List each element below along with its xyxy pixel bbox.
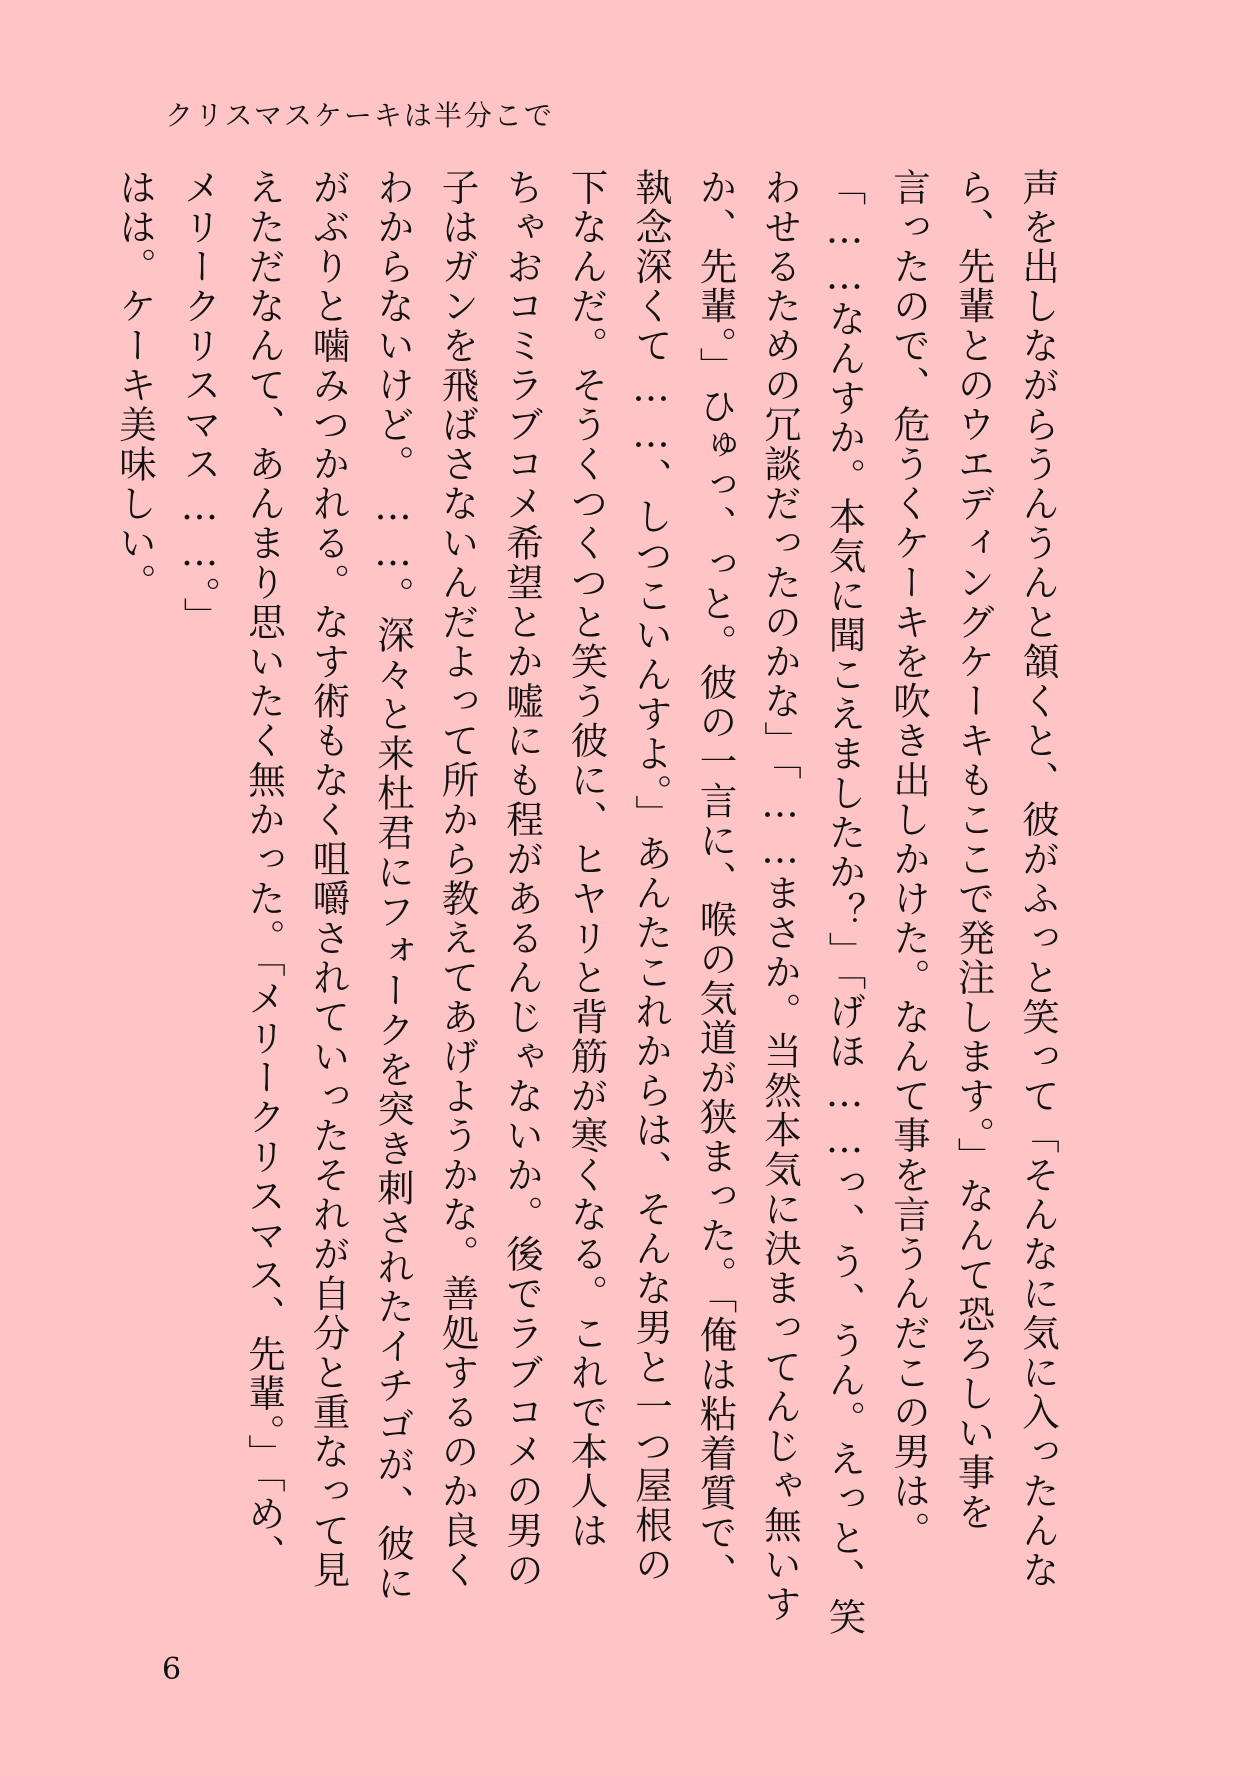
text-line: ら、先輩とのウエディングケーキもここで発注します。」なんて恐ろしい事を xyxy=(951,168,996,1532)
text-line: 執念深くて……、しつこいんすよ。」あんたこれからは、そんな男と一つ屋根の xyxy=(629,168,673,1585)
text-line: はは。ケーキ美味しい。 xyxy=(113,168,157,603)
text-line: 声を出しながらうんうんと頷くと、彼がふっと笑って「そんなに気に入ったんな xyxy=(1016,168,1060,1590)
text-line: 「……なんすか。本気に聞こえましたか？」「げほ……っ、う、うん。えっと、笑 xyxy=(822,168,867,1637)
text-line: 言ったので、危うくケーキを吹き出しかけた。なんて事を言うんだこの男は。 xyxy=(887,168,931,1551)
text-line: えただなんて、あんまり思いたく無かった。「メリークリスマス、先輩。」「め、 xyxy=(242,168,286,1574)
text-line: がぶりと噛みつかれる。なす術もなく咀嚼されていったそれが自分と重なって見 xyxy=(306,168,351,1590)
text-line: わせるための冗談だったのかな」「……まさか。当然本気に決まってんじゃ無いす xyxy=(758,168,802,1624)
text-line: か、先輩。」ひゅっ、っと。彼の一言に、喉の気道が狭まった。「俺は粘着質で、 xyxy=(693,168,738,1592)
running-title: クリスマスケーキは半分こで xyxy=(165,99,554,132)
text-line: メリークリスマス……。」 xyxy=(177,168,222,637)
text-line: ちゃおコミラブコメ希望とか嘘にも程があるんじゃないか。後でラブコメの男の xyxy=(500,168,544,1590)
page-number: 6 xyxy=(162,1652,182,1687)
body-text xyxy=(103,168,1071,1637)
text-line: 下なんだ。そうくつくつと笑う彼に、ヒヤリと背筋が寒くなる。これで本人は xyxy=(564,168,609,1551)
text-line: 子はガンを飛ばさないんだよって所から教えてあげようかな。善処するのか良く xyxy=(435,168,480,1590)
text-line: わからないけど。……。深々と来杜君にフォークを突き刺されたイチゴが、彼に xyxy=(371,168,415,1603)
